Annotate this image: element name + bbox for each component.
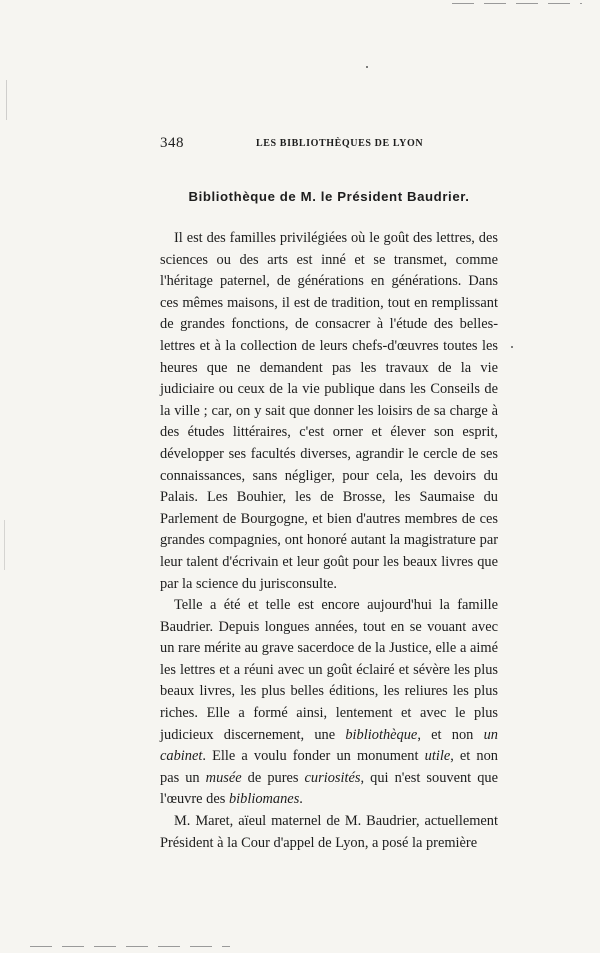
paragraph-3: M. Maret, aïeul maternel de M. Baudrier, actuellement Président à la Cour d'appel de Lyon, a posé la première [160, 813, 498, 851]
paragraph-2-text: . Elle a voulu fonder un monument [202, 748, 425, 765]
italic-utile: utile [424, 748, 451, 765]
italic-un-cabinet: un cabinet [160, 726, 498, 765]
running-header [160, 135, 498, 155]
section-title: Bibliothèque de M. le Président Baudrier. [188, 189, 470, 204]
scan-speck [511, 346, 513, 348]
paragraph-2-text: , qui n'est souvent que l'œuvre des [160, 769, 498, 808]
italic-curiosites: curiosités [304, 769, 361, 786]
body-text [160, 228, 498, 854]
running-title: LES BIBLIOTHÈQUES DE LYON [256, 138, 424, 149]
paragraph-2-text: Telle a été et telle est encore aujourd'hui la famille Baudrier. Depuis longues années, tout en se vouant avec un rare mérite au grave sacerdoce de la Justice, elle a aimé les lettres et a réuni avec un goût éclairé et sévère les plus beaux livres, les plus belles éditions, les reliures les plus riches. Elle a formé ainsi, lentement et avec le plus judicieux discernement, une [160, 597, 498, 743]
paragraph-2-text: . [299, 791, 303, 808]
paragraph-2 [160, 595, 498, 811]
page-number: 348 [160, 135, 184, 151]
scan-edge-mark [4, 520, 5, 570]
paragraph-2-text: , et non pas un [160, 748, 499, 786]
scan-dash-bottom [30, 946, 230, 947]
scan-speck [366, 66, 368, 68]
paragraph-2-text: de pures [241, 769, 305, 786]
italic-bibliotheque: bibliothèque [345, 726, 418, 743]
paragraph-2-text: , et non [417, 726, 484, 743]
scan-edge-mark [6, 80, 7, 120]
scan-dash-top [452, 3, 582, 4]
italic-musee: musée [205, 769, 242, 786]
paragraph-1: Il est des familles privilégiées où le goût des lettres, des sciences ou des arts est inné et se transmet, comme l'héritage paternel, de générations en générations. Dans ces mêmes maisons, il est de tradition, tout en remplissant de grandes fonctions, de consacrer à l'étude des belles-lettres et à la collection de leurs chefs-d'œuvres toutes les heures que ne demandent pas les travaux de la vie judiciaire ou ceux de la vie publique dans les Conseils de la ville ; car, on y sait que donner les loisirs de sa charge à des études littéraires, c'est orner et élever son esprit, développer ses facultés diverses, agrandir le cercle de ses connaissances, sans négliger, pour cela, les devoirs du Palais. Les Bouhier, les de Brosse, les Saumaise du Parlement de Bourgogne, et bien d'autres membres de ces grandes compagnies, ont honoré autant la magistrature par leur talent d'écrivain et leur goût pour les beaux livres que par la science du jurisconsulte. [160, 230, 498, 592]
italic-bibliomanes: bibliomanes [228, 791, 300, 808]
